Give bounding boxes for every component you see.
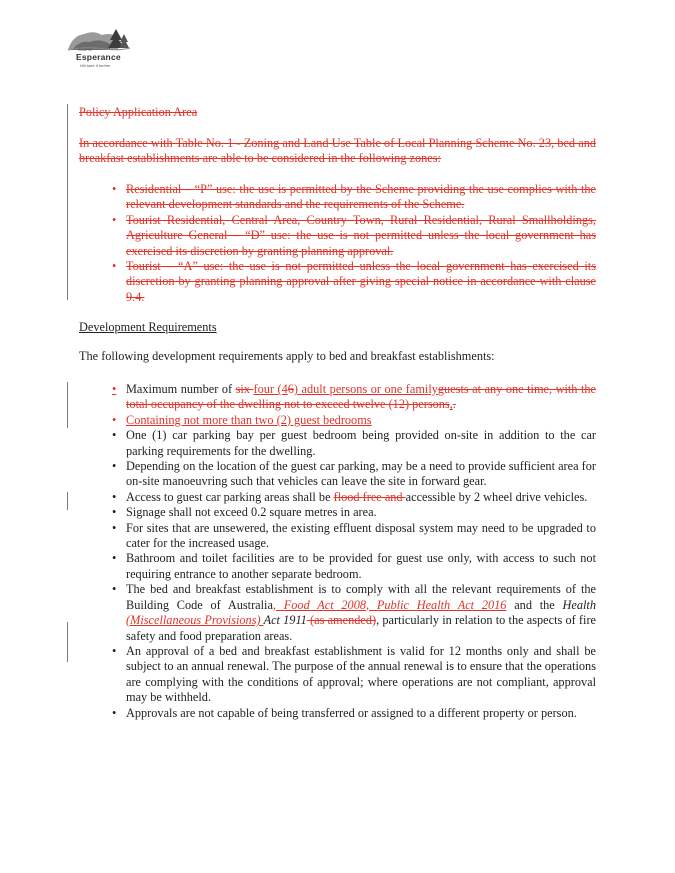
bullet-icon: • xyxy=(112,705,117,720)
bullet-icon: • xyxy=(112,382,117,396)
bullet-icon: • xyxy=(112,212,117,227)
bullet-icon: • xyxy=(112,412,117,427)
logo-tagline-text: We take it further xyxy=(80,63,111,68)
list-item: • Bathroom and toilet facilities are to be provided for guest use only, with access to such not requiring entrance to another separate bedroom. xyxy=(112,551,596,581)
esperance-logo xyxy=(66,26,132,70)
list-item: • Tourist Residential, Central Area, Country Town, Rural Residential, Rural Smallholdings, Agriculture General – “D” use: the use is not permitted unless the local government has exercised its discretion by granting planning approval. xyxy=(112,212,596,258)
revision-bar xyxy=(67,492,68,510)
bullet-icon: • xyxy=(112,643,117,658)
logo-name-text: Esperance xyxy=(76,52,121,62)
list-item: • For sites that are unsewered, the existing effluent disposal system may need to be upgraded to cater for the increased usage. xyxy=(112,520,596,551)
requirements-list xyxy=(79,382,596,721)
revision-bar xyxy=(67,382,68,428)
bullet-icon: • xyxy=(112,459,117,474)
zones-list xyxy=(79,182,596,305)
list-item: • The bed and breakfast establishment is to comply with all the relevant requirements of the Building Code of Australia, Food Act 2008, Public Health Act 2016 and the Health (Miscellaneous Provisions) Act 1911 (as amended), particularly in relation to the aspects of fire safety and food preparation areas. xyxy=(112,582,596,643)
bullet-icon: • xyxy=(112,489,117,504)
development-intro: The following development requirements apply to bed and breakfast establishments: xyxy=(79,349,495,363)
bullet-icon: • xyxy=(112,182,117,196)
bullet-icon: • xyxy=(112,428,117,443)
logo-shire-text: Shire of xyxy=(78,47,92,52)
list-item: • Approvals are not capable of being transferred or assigned to a different property or person. xyxy=(112,705,577,720)
bullet-icon: • xyxy=(112,505,117,520)
list-item: • Access to guest car parking areas shall be flood free and accessible by 2 wheel drive vehicles. xyxy=(112,489,588,504)
revision-bar xyxy=(67,622,68,662)
development-heading: Development Requirements xyxy=(79,320,217,334)
revision-bar xyxy=(67,104,68,300)
policy-intro: In accordance with Table No. 1 - Zoning and Land Use Table of Local Planning Scheme No. 23, bed and breakfast establishments are able to be considered in the following zones: xyxy=(79,136,596,166)
list-item: • Maximum number of six four (46) adult persons or one familyguests at any one time, with the total occupancy of the dwelling not to exceed twelve (12) persons,. xyxy=(112,382,596,412)
list-item: • Containing not more than two (2) guest bedrooms xyxy=(112,412,372,427)
bullet-icon: • xyxy=(112,551,117,566)
list-item: • Residential – “P” use: the use is permitted by the Scheme providing the use complies with the relevant development standards and the requirements of the Scheme. xyxy=(112,182,596,212)
bullet-icon: • xyxy=(112,259,117,274)
bullet-icon: • xyxy=(112,582,117,597)
bullet-icon: • xyxy=(112,520,117,535)
list-item: • An approval of a bed and breakfast establishment is valid for 12 months only and shall be subject to an annual renewal. The purpose of the annual renewal is to ensure that the operations are complying with the conditions of approval; where operations are not compliant, approval may be withheld. xyxy=(112,643,596,705)
list-item: • Depending on the location of the guest car parking, may be a need to provide sufficient area for on-site manoeuvring such that vehicles can leave the site in forward gear. xyxy=(112,459,596,489)
policy-heading: Policy Application Area xyxy=(79,105,198,119)
list-item: • Tourist – “A” use: the use is not permitted unless the local government has exercised its discretion by granting planning approval after giving special notice in accordance with clause 9.4. xyxy=(112,259,596,304)
list-item: • One (1) car parking bay per guest bedroom being provided on-site in addition to the car parking requirements for the dwelling. xyxy=(112,428,596,458)
list-item: • Signage shall not exceed 0.2 square metres in area. xyxy=(112,505,377,520)
